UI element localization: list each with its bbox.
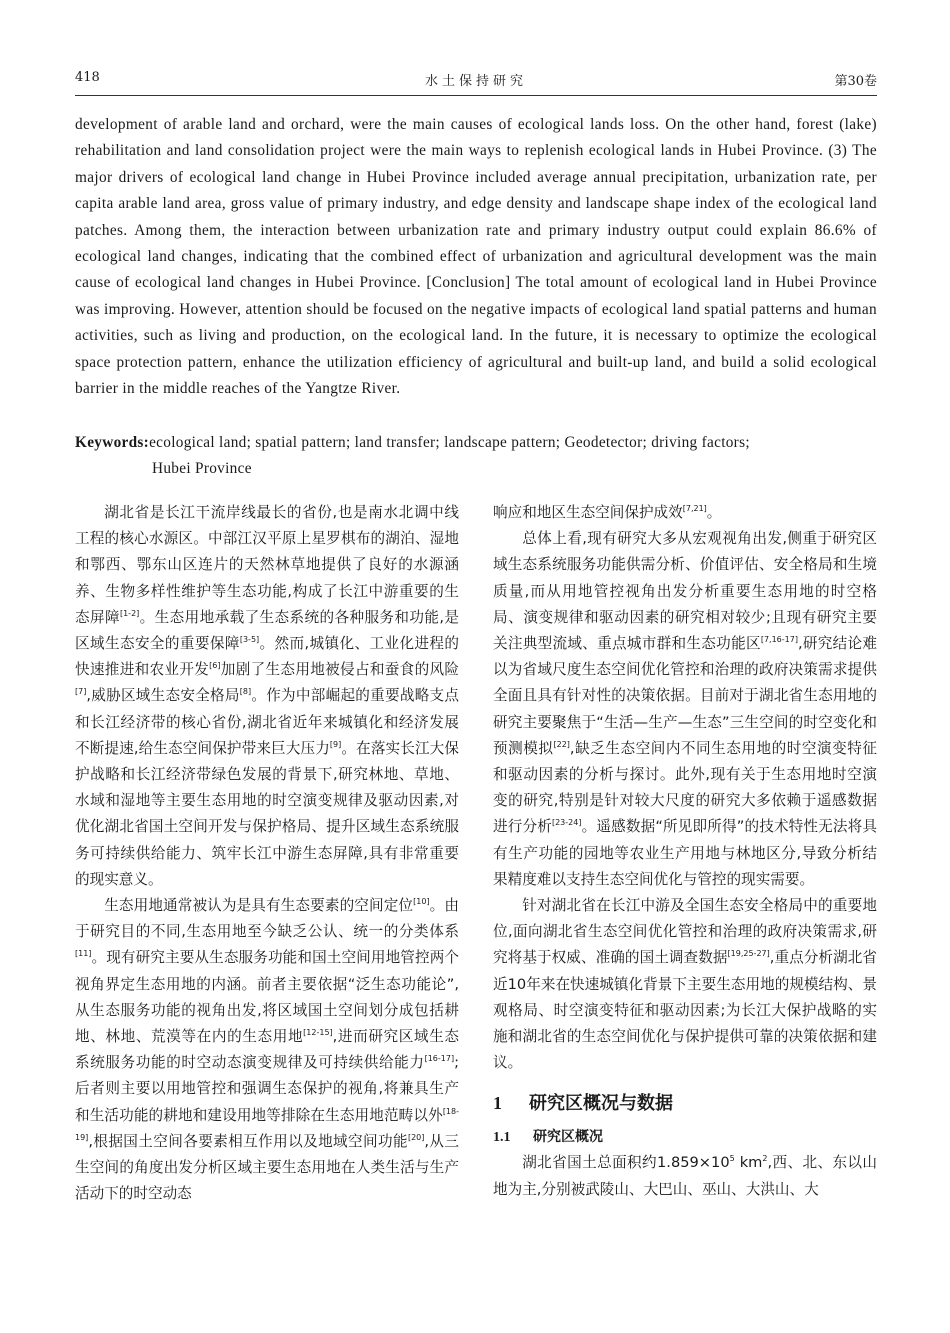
text-run: 。作为中部崛起的重要战略支点和长江经济带的核心省份,湖北省近年来城镇化和经济发展不断提速,给生态空间保护带来巨大压力	[75, 687, 459, 757]
text-run: ,重点分析湖北省近10年来在快速城镇化背景下主要生态用地的规模结构、景观格局、时空演变特征和驱动因素;为长江大保护战略的实施和湖北省的生态空间优化与保护提供可靠的决策依据和建议。	[493, 949, 877, 1072]
citation: [16-17]	[424, 1054, 455, 1064]
journal-title: 水土保持研究	[424, 74, 527, 89]
citation: [12-15]	[303, 1028, 333, 1038]
subsection-number: 1.1	[493, 1130, 511, 1146]
citation: [1-2]	[119, 608, 140, 618]
paragraph	[493, 500, 877, 526]
text-run: 。然而,城镇化、工业化进程的快速推进和农业开发	[75, 635, 459, 679]
section-number: 1	[493, 1093, 502, 1114]
text-run: 总体上看,现有研究大多从宏观视角出发,侧重于研究区域生态系统服务功能供需分析、价值评估、安全格局和生境质量,而从用地管控视角出发分析重要生态用地的时空格局、演变规律和驱动因素的研究相对较少;且现有研究主要关注典型流域、重点城市群和生态功能区	[493, 530, 877, 653]
volume-label: 第30卷	[834, 74, 877, 89]
paragraph	[493, 1150, 877, 1202]
text-run: 加剧了生态用地被侵占和蚕食的风险	[220, 661, 459, 679]
exponent: 2	[762, 1154, 768, 1164]
keywords-label: Keywords:	[75, 434, 150, 451]
keywords-block	[75, 430, 877, 483]
citation: [22]	[553, 739, 570, 749]
citation: [7]	[75, 687, 87, 697]
abstract-text: development of arable land and orchard, were the main causes of ecological lands loss. On the other hand, forest (lake) rehabilitation and land consolidation project were the main ways to replenish ecological lands in Hubei Province. (3) The major drivers of ecological land change in Hubei Province included average annual precipitation, urbanization rate, per capita arable land area, gross value of primary industry, and edge density and landscape shape index of the ecological land patches. Among them, the interaction between urbanization rate and primary industry output could explain 86.6% of ecological land changes, indicating that the combined effect of urbanization and agricultural development was the main cause of ecological land changes in Hubei Province. [Conclusion] The total amount of ecological land in Hubei Province was improving. However, attention should be focused on the negative impacts of ecological land spatial patterns and human activities, such as living and production, on the ecological land. In the future, it is necessary to optimize the ecological space protection pattern, enhance the utilization efficiency of agricultural and built-up land, and build a solid ecological barrier in the middle reaches of the Yangtze River.	[75, 116, 877, 398]
citation: [11]	[75, 949, 92, 959]
text-run: ,从三生空间的角度出发分析区域主要生态用地在人类生活与生产活动下的时空动态	[75, 1132, 459, 1203]
paragraph	[493, 526, 877, 893]
paragraph	[75, 893, 459, 1207]
text-run: ,进而研究区域生态系统服务功能的时空动态演变规律及可持续供给能力	[75, 1028, 459, 1072]
section-heading	[493, 1090, 877, 1117]
citation: [20]	[407, 1132, 425, 1142]
text-run: ,缺乏生态空间内不同生态用地的时空演变特征和驱动因素的分析与探讨。此外,现有关于生态用地时空演变的研究,特别是针对较大尺度的研究大多依赖于遥感数据进行分析	[493, 739, 877, 836]
text-run: 。在落实长江大保护战略和长江经济带绿色发展的背景下,研究林地、草地、水域和湿地等主要生态用地的时空演变规律及驱动因素,对优化湖北省国土空间开发与保护格局、提升区域生态系统服务可持续供给能力、筑牢长江中游生态屏障,具有非常重要的现实意义。	[75, 739, 459, 888]
citation: [19,25-27]	[727, 949, 770, 959]
text-run: 。由于研究目的不同,生态用地至今缺乏公认、统一的分类体系	[75, 897, 459, 941]
text-run: ,威胁区域生态安全格局	[86, 687, 240, 705]
left-column	[75, 500, 459, 1207]
text-run: 。遥感数据“所见即所得”的技术特性无法将具有生产功能的园地等农业生产用地与林地区分,导致分析结果精度难以支持生态空间优化与管控的现实需要。	[493, 818, 877, 888]
text-run: 。	[706, 504, 722, 521]
text-run: 生态用地通常被认为是具有生态要素的空间定位	[104, 897, 414, 915]
running-header	[75, 70, 877, 90]
citation: [8]	[239, 687, 252, 697]
subsection-title: 研究区概况	[533, 1129, 603, 1146]
text-run: ,根据国土空间各要素相互作用以及地域空间功能	[88, 1132, 408, 1150]
citation: [6]	[209, 661, 221, 671]
right-column	[493, 500, 877, 1203]
citation: [18-19]	[75, 1106, 459, 1142]
citation: [10]	[413, 897, 430, 907]
text-run: 针对湖北省在长江中游及全国生态安全格局中的重要地位,面向湖北省生态空间优化管控和治理的政府决策需求,研究将基于权威、准确的国土调查数据	[493, 897, 877, 967]
keywords-line1: ecological land; spatial pattern; land transfer; landscape pattern; Geodetector; driving factors;	[149, 434, 750, 451]
paragraph	[493, 893, 877, 1076]
keywords-line2: Hubei Province	[152, 460, 252, 478]
text-run: 响应和地区生态空间保护成效	[493, 504, 683, 521]
section-title: 研究区概况与数据	[529, 1093, 673, 1115]
page-number: 418	[75, 70, 100, 85]
text-run: ,研究结论难以为省域尺度生态空间优化管控和治理的政府决策需求提供全面且具有针对性的决策依据。目前对于湖北省生态用地的研究主要聚焦于“生活—生产—生态”三生空间的时空变化和预测模拟	[493, 635, 877, 757]
text-run: 。现有研究主要从生态服务功能和国土空间用地管控两个视角界定生态用地的内涵。前者主要依据“泛生态功能论”,从生态服务功能的视角出发,将区域国土空间划分成包括耕地、林地、荒漠等在内的生态用地	[75, 949, 459, 1046]
citation: [23-24]	[551, 818, 582, 828]
text-run: ,西、北、东以山地为主,分别被武陵山、大巴山、巫山、大洪山、大	[493, 1154, 878, 1198]
citation: [7,21]	[682, 504, 707, 513]
paragraph	[75, 500, 459, 893]
citation: [9]	[329, 739, 342, 749]
text-run: ;后者则主要以用地管控和强调生态保护的视角,将兼具生产和生活功能的耕地和建设用地等排除在生态用地范畴以外	[75, 1054, 459, 1124]
citation: [7,16-17]	[760, 635, 798, 645]
text-run: km	[734, 1154, 763, 1172]
text-run: 。生态用地承载了生态系统的各种服务和功能,是区域生态安全的重要保障	[75, 608, 459, 653]
header-rule	[75, 95, 877, 96]
subsection-heading	[493, 1125, 877, 1150]
text-run: 湖北省国土总面积约1.859×10	[522, 1154, 730, 1172]
text-run: 湖北省是长江干流岸线最长的省份,也是南水北调中线工程的核心水源区。中部江汉平原上星罗棋布的湖泊、湿地和鄂西、鄂东山区连片的天然林草地提供了良好的水源涵养、生物多样性维护等生态功能,构成了长江中游重要的生态屏障	[75, 504, 459, 626]
citation: [3-5]	[239, 635, 260, 645]
exponent: 5	[729, 1154, 735, 1164]
